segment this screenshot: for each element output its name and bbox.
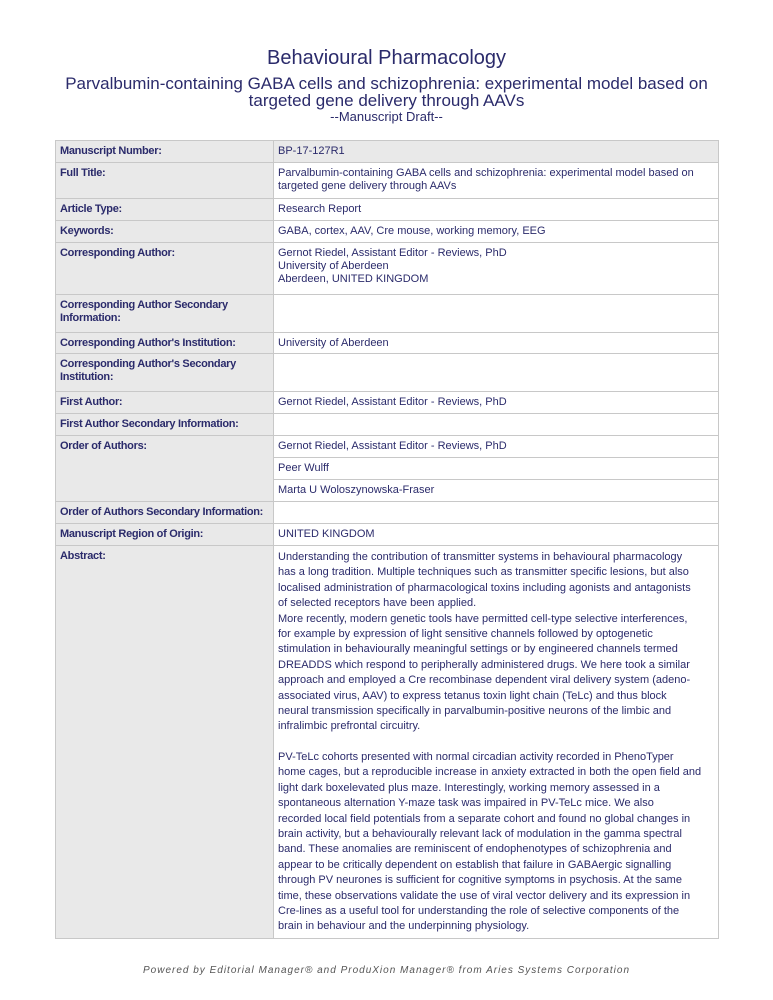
- table-row: [56, 141, 719, 163]
- field-label: Full Title:: [56, 163, 274, 199]
- journal-title: Behavioural Pharmacology: [266, 47, 507, 69]
- abstract-line: Cre-lines as a useful tool for understanding the role of selective components of the: [278, 904, 680, 917]
- field-label: First Author Secondary Information:: [56, 414, 274, 436]
- abstract-text: [274, 546, 719, 939]
- value-line: targeted gene delivery through AAVs: [278, 180, 457, 192]
- footer-credit: Powered by Editorial Manager® and ProduXion Manager® from Aries Systems Corporation: [143, 965, 630, 976]
- abstract-line: localised administration of pharmacological toxins including agonists and antagonists: [278, 581, 691, 594]
- field-value: [274, 354, 719, 392]
- abstract-line: through PV neurones is sufficient for cognitive symptoms in psychosis. At the same: [278, 874, 682, 887]
- field-label: Manuscript Number:: [56, 141, 274, 163]
- value-line: BP-17-127R1: [278, 145, 345, 157]
- title-line: targeted gene delivery through AAVs: [248, 91, 525, 110]
- field-value: [274, 199, 719, 221]
- abstract-line: appear to be critically dependent on establish that failure in GABAergic signalling: [278, 858, 672, 871]
- field-label: Corresponding Author:: [56, 243, 274, 295]
- field-label: Manuscript Region of Origin:: [56, 524, 274, 546]
- field-label: Corresponding Author's Secondary Institution:: [56, 354, 274, 392]
- table-row: [56, 392, 719, 414]
- author-name: Marta U Woloszynowska-Fraser: [274, 480, 719, 502]
- abstract-line: Understanding the contribution of transmitter systems in behavioural pharmacology: [278, 551, 683, 563]
- value-line: Parvalbumin-containing GABA cells and schizophrenia: experimental model based on: [278, 167, 694, 179]
- field-label: First Author:: [56, 392, 274, 414]
- abstract-line: stimulation in behaviourally meaningful settings or by engineered channels termed: [278, 643, 678, 656]
- table-row: [56, 354, 719, 392]
- field-label: Corresponding Author Secondary Information:: [56, 295, 274, 333]
- value-line: GABA, cortex, AAV, Cre mouse, working memory, EEG: [278, 225, 546, 237]
- author-name: Gernot Riedel, Assistant Editor - Reviews, PhD: [274, 436, 719, 458]
- table-row: [56, 524, 719, 546]
- abstract-line: recorded local field potentials from a separate cohort and found no global changes in: [278, 812, 691, 825]
- value-line: UNITED KINGDOM: [278, 528, 375, 540]
- abstract-line: light dark boxelevated plus maze. Interestingly, working memory assessed in a: [278, 781, 660, 794]
- abstract-line: time, these observations validate the use of viral vector delivery and its expression in: [278, 889, 691, 902]
- value-line: Gernot Riedel, Assistant Editor - Reviews, PhD: [278, 396, 507, 408]
- field-label: Order of Authors:: [56, 436, 274, 502]
- abstract-line: home cages, but a reproducible increase in anxiety extracted in both the open field and: [278, 766, 702, 779]
- table-row: [56, 243, 719, 295]
- table-row: [56, 295, 719, 333]
- abstract-line: neural transmission specifically in parvalbumin-positive neurons of the limbic and: [278, 705, 672, 718]
- table-row: [56, 414, 719, 436]
- abstract-line: of selected receptors have been applied.: [278, 597, 477, 610]
- table-row: [56, 221, 719, 243]
- author-name: Peer Wulff: [274, 458, 719, 480]
- field-label: Corresponding Author's Institution:: [56, 333, 274, 354]
- table-row: [56, 199, 719, 221]
- value-line: Gernot Riedel, Assistant Editor - Reviews, PhD: [278, 247, 507, 259]
- field-label: Order of Authors Secondary Information:: [56, 502, 274, 524]
- field-value: [274, 295, 719, 333]
- table-row: [56, 333, 719, 354]
- value-line: University of Aberdeen: [278, 260, 389, 272]
- draft-label: --Manuscript Draft--: [330, 109, 443, 124]
- value-line: Research Report: [278, 203, 362, 215]
- table-row: [56, 436, 719, 458]
- table-row: [56, 163, 719, 199]
- abstract-line: infralimbic prefrontal circuitry.: [278, 720, 421, 733]
- abstract-line: DREADDS which respond to peripherally administered drugs. We here took a similar: [278, 658, 690, 671]
- abstract-line: band. These anomalies are reminiscent of endophenotypes of schizophrenia and: [278, 843, 672, 856]
- field-value: [274, 524, 719, 546]
- field-value: [274, 333, 719, 354]
- abstract-line: PV-TeLc cohorts presented with normal circadian activity recorded in PhenoTyper: [278, 750, 674, 763]
- field-value: [274, 243, 719, 295]
- abstract-line: for example by expression of light sensitive channels followed by optogenetic: [278, 628, 653, 641]
- table-row-abstract: [56, 546, 719, 939]
- field-label: Article Type:: [56, 199, 274, 221]
- field-value: [274, 221, 719, 243]
- value-line: Aberdeen, UNITED KINGDOM: [278, 273, 429, 285]
- abstract-line: approach and employed a Cre recombinase dependent viral delivery system (adeno-: [278, 674, 691, 687]
- abstract-line: More recently, modern genetic tools have permitted cell-type selective interferences,: [278, 612, 688, 625]
- abstract-line: has a long tradition. Multiple techniques such as transmitter specific lesions, but also: [278, 566, 689, 579]
- field-label: Keywords:: [56, 221, 274, 243]
- field-value: [274, 392, 719, 414]
- field-value: [274, 163, 719, 199]
- field-label: Abstract:: [56, 546, 274, 939]
- manuscript-info-table: [55, 140, 719, 939]
- abstract-line: spontaneous alternation Y-maze task was impaired in PV-TeLc mice. We also: [278, 797, 654, 810]
- field-value: [274, 141, 719, 163]
- table-row: [56, 502, 719, 524]
- value-line: University of Aberdeen: [278, 337, 389, 349]
- abstract-line: brain in behaviour and the underpinning physiology.: [278, 920, 530, 933]
- field-value: [274, 502, 719, 524]
- field-value: [274, 414, 719, 436]
- abstract-line: brain activity, but a behaviourally relevant lack of modulation in the gamma spectral: [278, 827, 682, 840]
- paragraph-gap: [278, 735, 714, 750]
- manuscript-title: [30, 75, 743, 109]
- title-line: Parvalbumin-containing GABA cells and schizophrenia: experimental model based on: [65, 74, 708, 93]
- abstract-line: associated virus, AAV) to express tetanus toxin light chain (TeLc) and thus block: [278, 689, 667, 702]
